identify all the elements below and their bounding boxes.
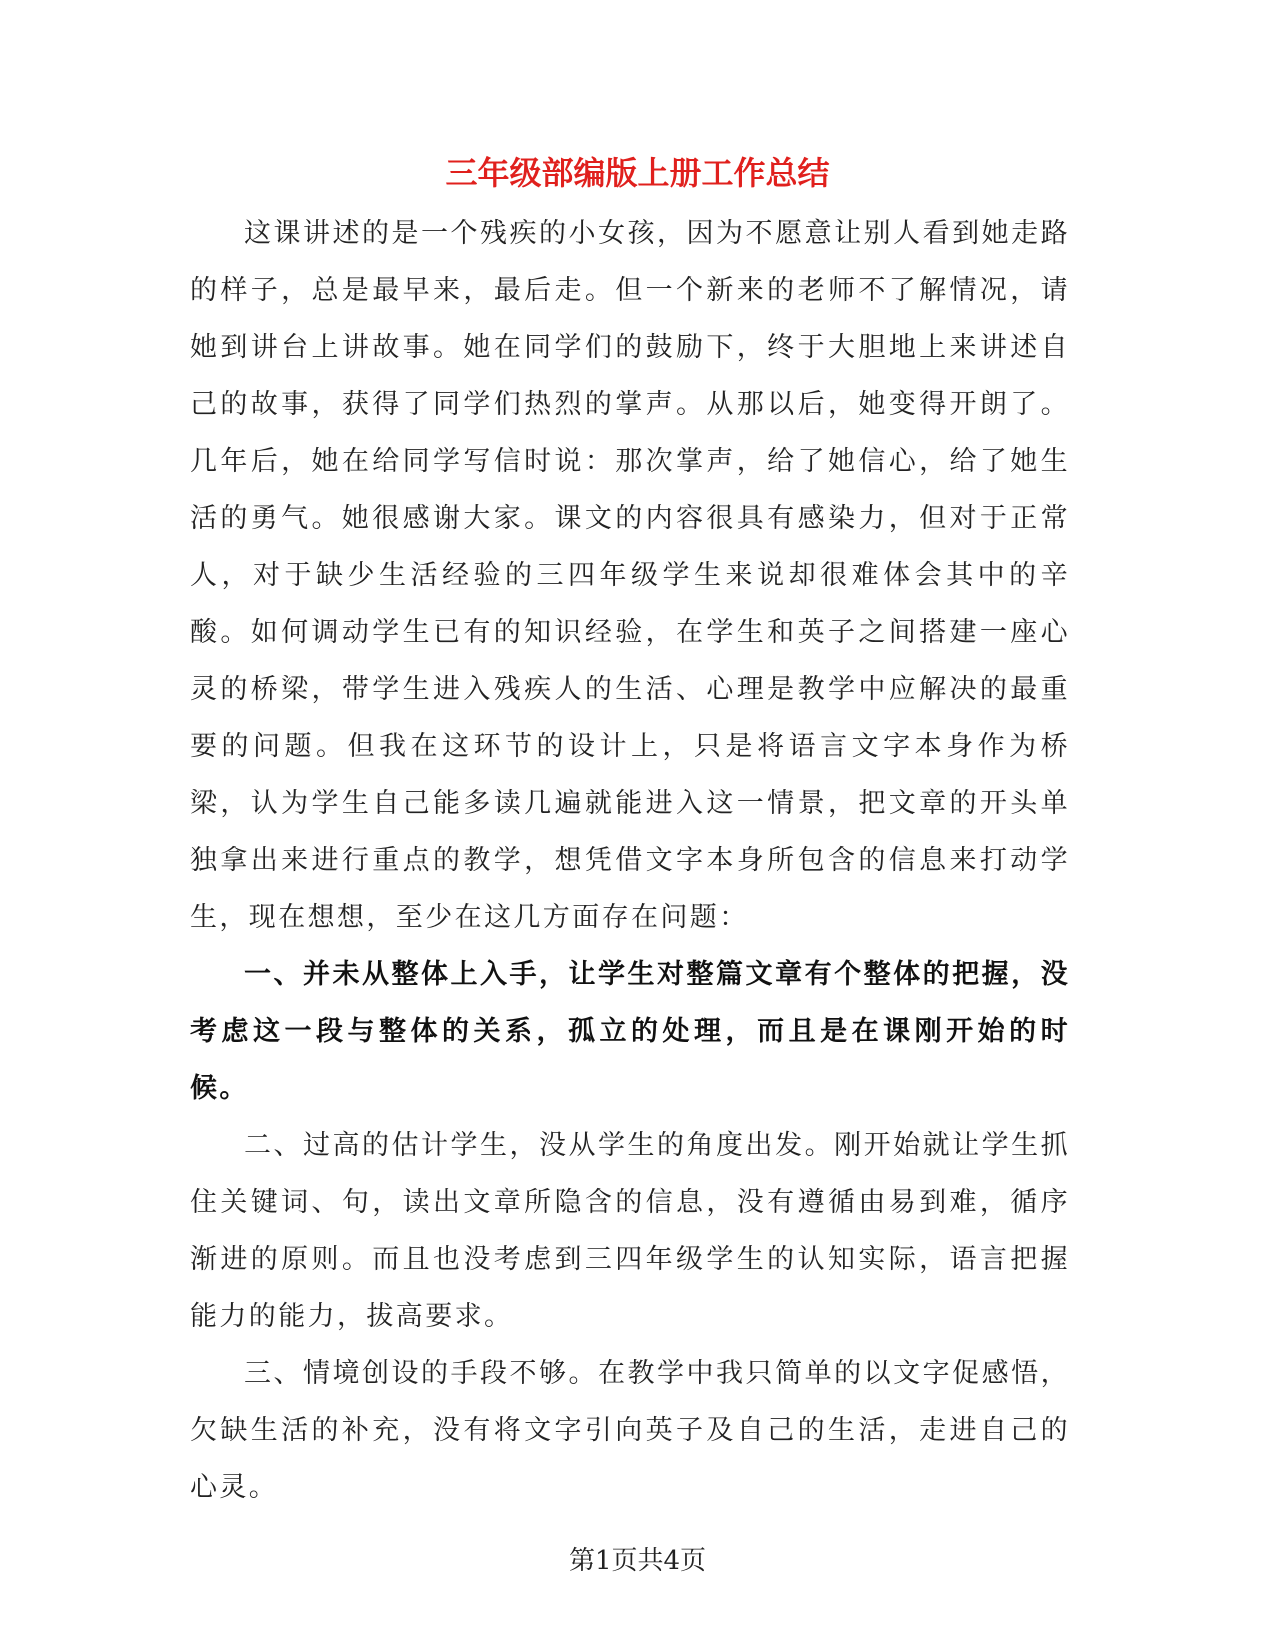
paragraph-intro: 这课讲述的是一个残疾的小女孩，因为不愿意让别人看到她走路的样子，总是最早来，最后走。但一个新来的老师不了解情况，请她到讲台上讲故事。她在同学们的鼓励下，终于大胆地上来讲述自己的故事，获得了同学们热烈的掌声。从那以后，她变得开朗了。几年后，她在给同学写信时说：那次掌声，给了她信心，给了她生活的勇气。她很感谢大家。课文的内容很具有感染力，但对于正常人，对于缺少生活经验的三四年级学生来说却很难体会其中的辛酸。如何调动学生已有的知识经验，在学生和英子之间搭建一座心灵的桥梁，带学生进入残疾人的生活、心理是教学中应解决的最重要的问题。但我在这环节的设计上，只是将语言文字本身作为桥梁，认为学生自己能多读几遍就能进入这一情景，把文章的开头单独拿出来进行重点的教学，想凭借文字本身所包含的信息来打动学生，现在想想，至少在这几方面存在问题： bbox=[190, 218, 1070, 933]
paragraph-point-three: 三、情境创设的手段不够。在教学中我只简单的以文字促感悟，欠缺生活的补充，没有将文字引向英子及自己的生活，走进自己的心灵。 bbox=[190, 1358, 1070, 1503]
document-body bbox=[190, 205, 1070, 1516]
page-number-footer: 第1页共4页 bbox=[568, 1546, 707, 1576]
paragraph-point-two: 二、过高的估计学生，没从学生的角度出发。刚开始就让学生抓住关键词、句，读出文章所隐含的信息，没有遵循由易到难，循序渐进的原则。而且也没考虑到三四年级学生的认知实际，语言把握能力的能力，拔高要求。 bbox=[190, 1130, 1070, 1332]
paragraph-point-one: 一、并未从整体上入手，让学生对整篇文章有个整体的把握，没考虑这一段与整体的关系，孤立的处理，而且是在课刚开始的时候。 bbox=[190, 959, 1070, 1104]
document-title: 三年级部编版上册工作总结 bbox=[445, 154, 830, 192]
